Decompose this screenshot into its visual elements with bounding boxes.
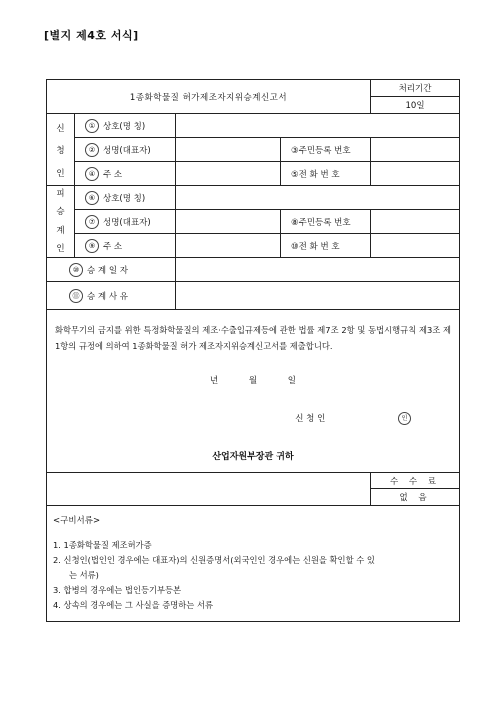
- successor-phone-label: ⑩전 화 번 호: [281, 234, 371, 258]
- fee-spacer-2: [47, 489, 371, 506]
- successor-phone-field[interactable]: [371, 234, 460, 258]
- doc-item: 4. 상속의 경우에는 그 사실을 증명하는 서류: [53, 600, 213, 610]
- reporter-name-label: ① 상호(명 칭): [75, 114, 176, 138]
- successor-rep-label: ⑦ 성명(대표자): [75, 210, 176, 234]
- reporter-name-field[interactable]: [176, 114, 460, 138]
- succession-date-field[interactable]: [176, 258, 460, 282]
- report-form: [46, 79, 460, 622]
- applicant-label: 신 청 인: [295, 414, 326, 424]
- seal-mark: 인: [398, 412, 411, 425]
- date-line: 년 월 일: [209, 376, 297, 386]
- form-title: 1종화학물질 허가제조자지위승계신고서: [47, 80, 371, 114]
- applicant-line: [55, 412, 451, 425]
- addressee: 산업자원부장관 귀하: [212, 452, 294, 462]
- succession-reason-field[interactable]: [176, 282, 460, 310]
- reporter-phone-field[interactable]: [371, 162, 460, 186]
- successor-addr-label: ⑨ 주 소: [75, 234, 176, 258]
- required-docs-heading: <구비서류>: [53, 516, 101, 526]
- declaration-section: [47, 310, 460, 473]
- reporter-resid-field[interactable]: [371, 138, 460, 162]
- reporter-addr-label: ④ 주 소: [75, 162, 176, 186]
- reporter-side-label: 신 청 인: [47, 114, 75, 186]
- successor-name-field[interactable]: [176, 186, 460, 210]
- fee-spacer: [47, 473, 371, 489]
- form-number-tag: [별지 제4호 서식]: [44, 29, 139, 42]
- successor-resid-label: ⑧주민등록 번호: [281, 210, 371, 234]
- declaration-text: 화학무기의 금지를 위한 특정화학물질의 제조·수출입규제등에 관한 법률 제7조 2항 및 동법시행규칙 제3조 제1항의 규정에 의하여 1종화학물질 허가 제조자지위승계신고서를 제출합니다.: [55, 325, 452, 351]
- doc-item: 3. 합병의 경우에는 법인등기부등본: [53, 585, 182, 595]
- fee-label: 수 수 료: [371, 473, 460, 489]
- reporter-rep-label: ② 성명(대표자): [75, 138, 176, 162]
- successor-rep-field[interactable]: [176, 210, 281, 234]
- reporter-rep-field[interactable]: [176, 138, 281, 162]
- successor-resid-field[interactable]: [371, 210, 460, 234]
- reporter-resid-label: ③주민등록 번호: [281, 138, 371, 162]
- processing-period-value: 10일: [371, 97, 460, 114]
- successor-name-label: ⑥ 상호(명 칭): [75, 186, 176, 210]
- successor-addr-field[interactable]: [176, 234, 281, 258]
- doc-item: 2. 신청인(법인인 경우에는 대표자)의 신원증명서(외국인인 경우에는 신원을 확인할 수 있: [53, 555, 375, 565]
- succession-reason-label: ⑪ 승 계 사 유: [47, 282, 176, 310]
- doc-item-continued: 는 서류): [69, 570, 99, 580]
- doc-item: 1. 1종화학물질 제조허가증: [53, 540, 152, 550]
- processing-period-label: 처리기간: [371, 80, 460, 97]
- fee-value: 없 음: [371, 489, 460, 506]
- reporter-addr-field[interactable]: [176, 162, 281, 186]
- succession-date-label: ⑩ 승 계 일 자: [47, 258, 176, 282]
- successor-side-label: 피 승 계 인: [47, 186, 75, 258]
- reporter-phone-label: ⑤전 화 번 호: [281, 162, 371, 186]
- required-docs-section: [47, 506, 460, 622]
